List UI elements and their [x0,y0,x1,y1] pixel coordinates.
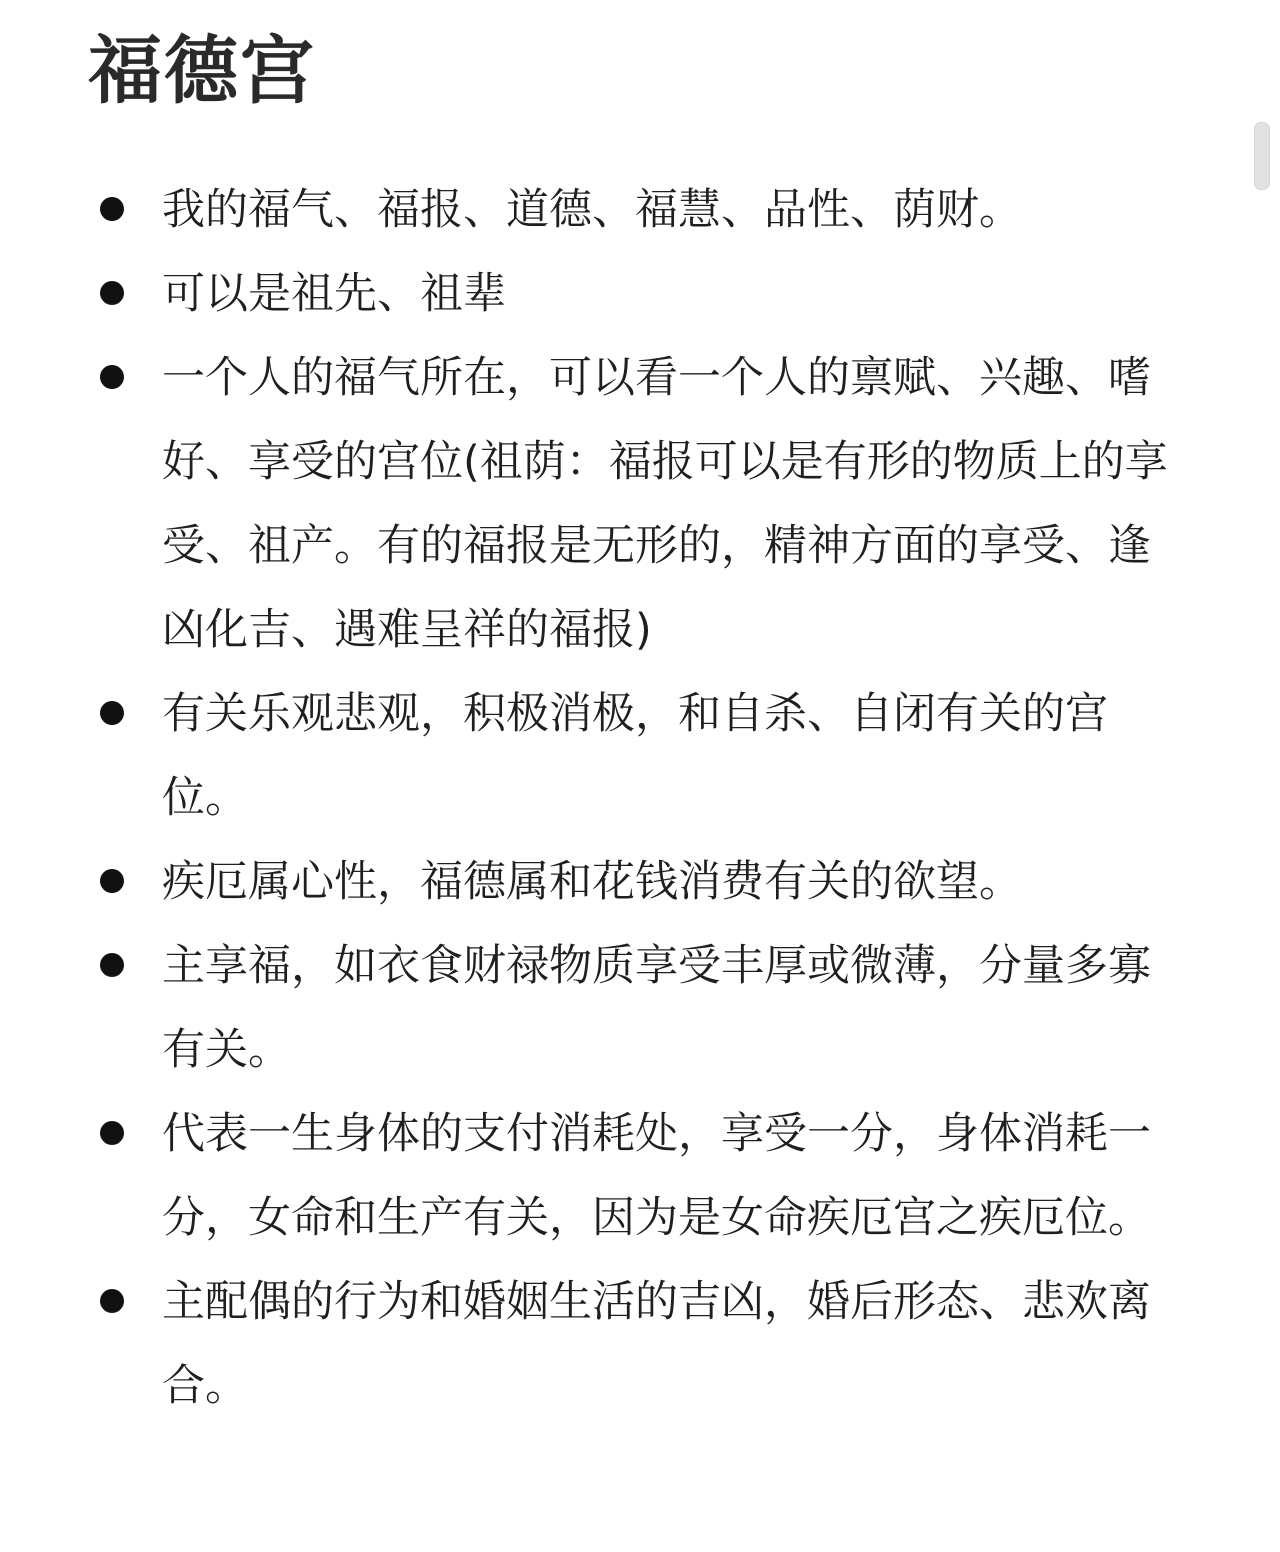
bullet-icon [100,869,124,893]
list-item-text: 一个人的福气所在，可以看一个人的禀赋、兴趣、嗜好、享受的宫位(祖荫：福报可以是有形的物质上的享受、祖产。有的福报是无形的，精神方面的享受、逢凶化吉、遇难呈祥的福报) [162,353,1168,655]
list-item [0,1260,1192,1428]
list-item-text: 有关乐观悲观，积极消极，和自杀、自闭有关的宫位。 [162,689,1108,823]
bullet-icon [100,953,124,977]
list-item-text: 代表一生身体的支付消耗处，享受一分，身体消耗一分，女命和生产有关，因为是女命疾厄宫之疾厄位。 [162,1109,1151,1243]
list-item [0,1092,1192,1260]
bullet-icon [100,281,124,305]
list-item [0,336,1192,672]
bullet-icon [100,197,124,221]
bullet-icon [100,1289,124,1313]
bullet-list [0,168,1280,1428]
bullet-icon [100,365,124,389]
list-item [0,252,1192,336]
list-item-text: 主配偶的行为和婚姻生活的吉凶，婚后形态、悲欢离合。 [162,1277,1151,1411]
bullet-icon [100,701,124,725]
page-title: 福德宫 [88,28,316,114]
list-item-text: 疾厄属心性，福德属和花钱消费有关的欲望。 [162,857,1022,907]
list-item [0,924,1192,1092]
list-item [0,168,1192,252]
list-item-text: 主享福，如衣食财禄物质享受丰厚或微薄，分量多寡有关。 [162,941,1151,1075]
list-item-text: 可以是祖先、祖辈 [162,269,506,319]
list-item [0,840,1192,924]
list-item [0,672,1192,840]
list-item-text: 我的福气、福报、道德、福慧、品性、荫财。 [162,185,1022,235]
bullet-icon [100,1121,124,1145]
